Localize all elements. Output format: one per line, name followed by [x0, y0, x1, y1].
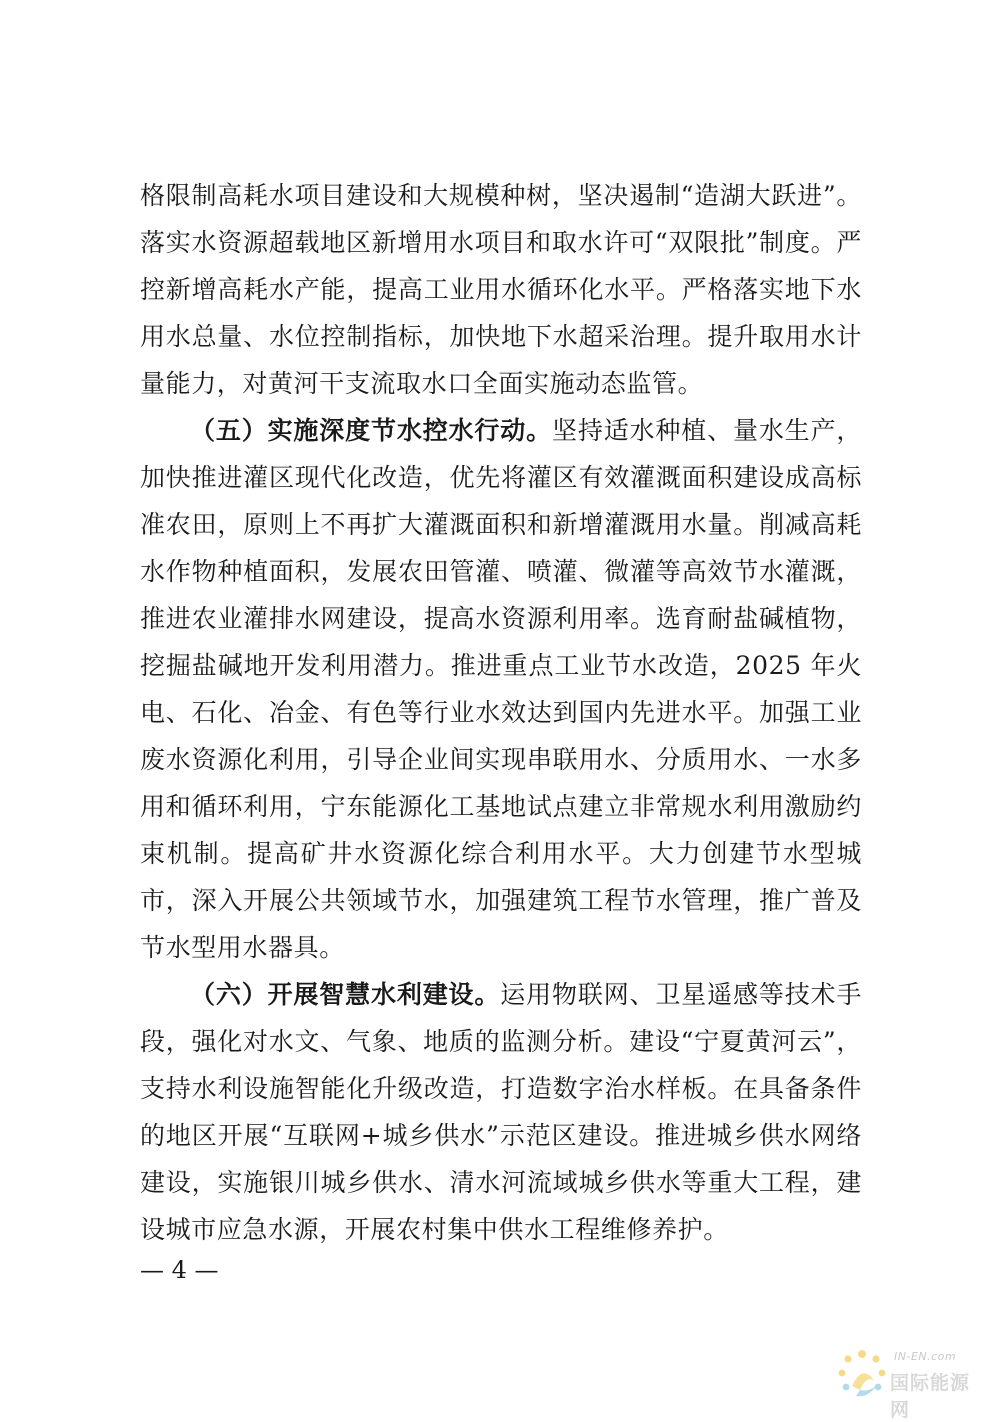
page-number: — 4 —: [140, 1256, 219, 1284]
watermark-chinese-text: 国际能源网: [890, 1372, 971, 1421]
paragraph-text: 格限制高耗水项目建设和大规模种树，坚决遏制“造湖大跃进”。落实水资源超载地区新增用水项目和取水许可“双限批”制度。严控新增高耗水产能，提高工业用水循环化水平。严格落实地下水用水总量、水位控制指标，加快地下水超采治理。提升取用水计量能力，对黄河干支流取水口全面实施动态监管。: [140, 181, 862, 398]
paragraph-continued: [140, 172, 862, 407]
sun-logo-icon: [832, 1346, 892, 1406]
paragraph-section-6: [140, 971, 862, 1253]
paragraph-text: 坚持适水种植、量水生产，加快推进灌区现代化改造，优先将灌区有效灌溉面积建设成高标准农田，原则上不再扩大灌溉面积和新增灌溉用水量。削减高耗水作物种植面积，发展农田管灌、喷灌、微灌等高效节水灌溉，推进农业灌排水网建设，提高水资源利用率。选育耐盐碱植物，挖掘盐碱地开发利用潜力。推进重点工业节水改造，2025 年火电、石化、冶金、有色等行业水效达到国内先进水平。加强工业废水资源化利用，引导企业间实现串联用水、分质用水、一水多用和循环利用，宁东能源化工基地试点建立非常规水利用激励约束机制。提高矿井水资源化综合利用水平。大力创建节水型城市，深入开展公共领域节水，加强建筑工程节水管理，推广普及节水型用水器具。: [140, 416, 862, 962]
site-watermark: [832, 1346, 982, 1421]
section-heading-6: （六）开展智慧水利建设。: [190, 980, 501, 1009]
paragraph-section-5: [140, 407, 862, 971]
paragraph-text: 运用物联网、卫星遥感等技术手段，强化对水文、气象、地质的监测分析。建设“宁夏黄河云”，支持水利设施智能化升级改造，打造数字治水样板。在具备条件的地区开展“互联网+城乡供水”示范区建设。推进城乡供水网络建设，实施银川城乡供水、清水河流域城乡供水等重大工程，建设城市应急水源，开展农村集中供水工程维修养护。: [140, 980, 863, 1244]
watermark-latin-text: IN-EN.com: [894, 1350, 957, 1363]
section-heading-5: （五）实施深度节水控水行动。: [190, 416, 552, 445]
document-body: [140, 172, 862, 1253]
